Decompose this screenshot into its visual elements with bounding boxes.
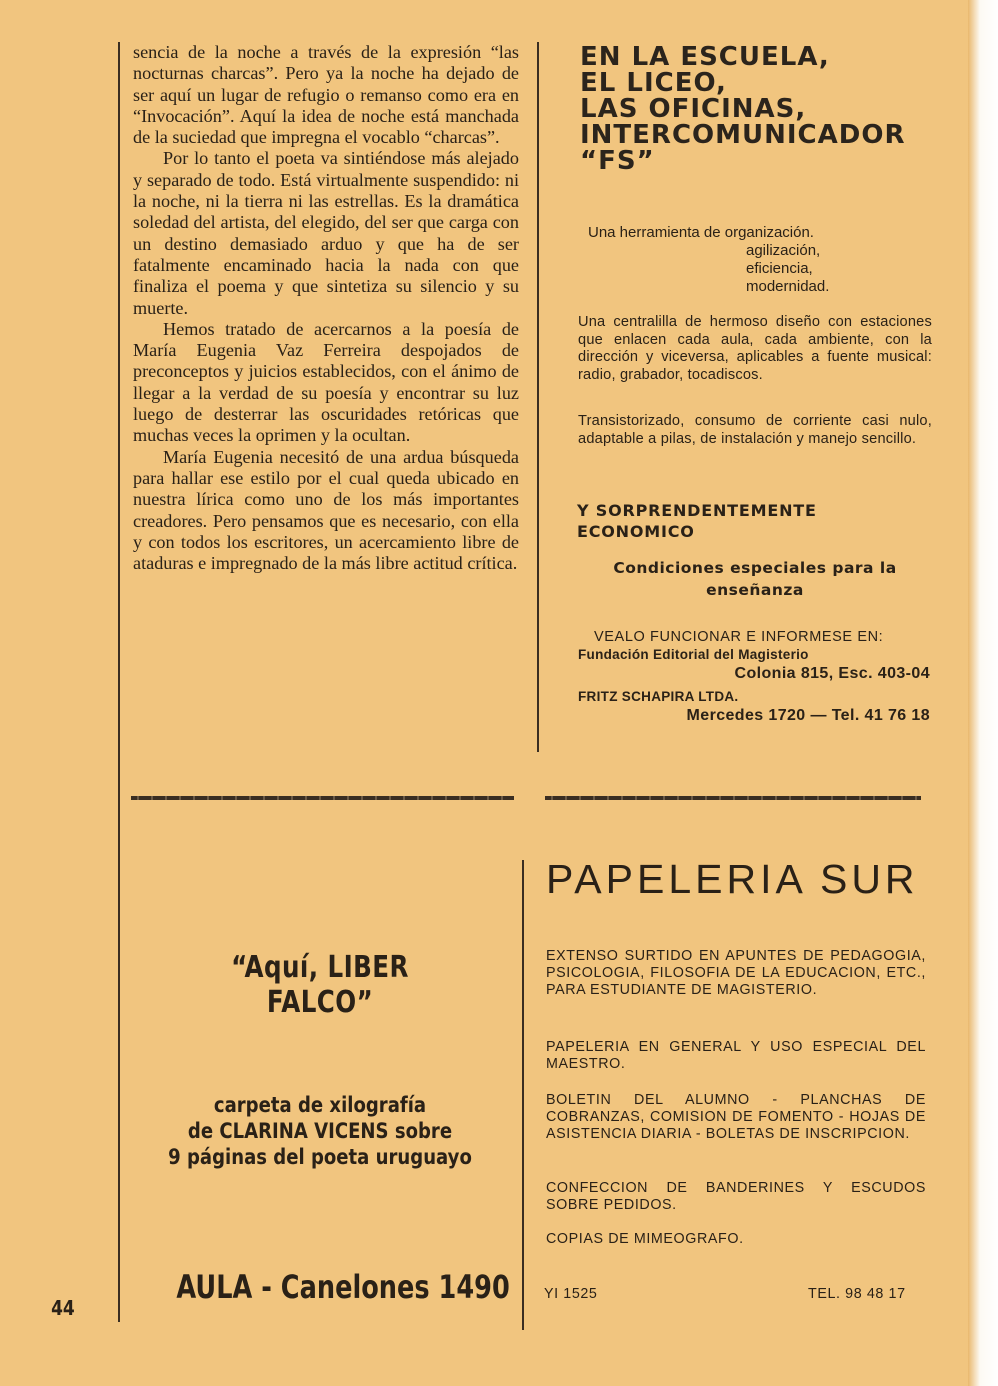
essay-paragraph: Por lo tanto el poeta va sintiéndose más alejado y separado de todo. Está virtualmente suspendido: ni la noche, ni la tierra ni las estrellas. Es la dramática soledad del artista, del elegido, del ser que carga con un destino demasiado arduo y que ha de ser fatalmente encaminado hacia la nada con que finaliza el poema y que sintetiza su silencio y su muerte. xyxy=(133,148,519,318)
center-column-rule-lower xyxy=(522,860,524,1330)
fs-ad-tagline xyxy=(588,224,829,296)
fs-headline-line: EL LICEO, xyxy=(580,68,727,98)
fs-headline-line: EN LA ESCUELA, xyxy=(580,42,830,72)
papeleria-ad-address: YI 1525 xyxy=(544,1286,598,1302)
fs-tagline-item: agilización, xyxy=(746,242,821,259)
fs-headline-line: INTERCOMUNICADOR xyxy=(580,120,906,150)
falco-ad-title: “Aquí, LIBER FALCO” xyxy=(231,950,409,1020)
right-section-divider xyxy=(545,796,921,800)
falco-ad-address: AULA - Canelones 1490 xyxy=(176,1268,510,1306)
fs-ad-contact xyxy=(578,627,930,727)
fs-contact-org: Fundación Editorial del Magisterio xyxy=(578,647,809,662)
left-section-divider xyxy=(131,796,514,800)
papeleria-ad-item: BOLETIN DEL ALUMNO - PLANCHAS DE COBRANZAS, COMISION DE FOMENTO - HOJAS DE ASISTENCIA DIARIA - BOLETAS DE INSCRIPCION. xyxy=(546,1092,926,1142)
left-column-rule xyxy=(118,42,120,1322)
fs-tagline-item: modernidad. xyxy=(746,278,830,295)
essay-paragraph: María Eugenia necesitó de una ardua búsqueda para hallar ese estilo por el cual queda ubicado en nuestra lírica como uno de los más importantes creadores. Pero pensamos que es necesario, con ella y con todos los escritores, un acercamiento libre de ataduras e impregnado de la más libre actitud crítica. xyxy=(133,446,519,574)
fs-contact-org: FRITZ SCHAPIRA LTDA. xyxy=(578,689,739,704)
falco-desc-line: 9 páginas del poeta uruguayo xyxy=(168,1145,472,1169)
papeleria-ad-item: CONFECCION DE BANDERINES Y ESCUDOS SOBRE PEDIDOS. xyxy=(546,1180,926,1213)
fs-contact-address: Colonia 815, Esc. 403-04 xyxy=(734,665,930,682)
fs-tagline-main: Una herramienta de organización. xyxy=(588,224,814,241)
fs-ad-conditions: Condiciones especiales para la enseñanza xyxy=(613,559,897,599)
fs-ad-price-claim xyxy=(577,500,817,542)
fs-contact-address: Mercedes 1720 — Tel. 41 76 18 xyxy=(686,707,930,724)
center-column-rule xyxy=(537,42,539,752)
fs-contact-intro: VEALO FUNCIONAR E INFORMESE EN: xyxy=(594,629,884,645)
papeleria-ad-item: PAPELERIA EN GENERAL Y USO ESPECIAL DEL MAESTRO. xyxy=(546,1039,926,1072)
papeleria-ad-item: EXTENSO SURTIDO EN APUNTES DE PEDAGOGIA, PSICOLOGIA, FILOSOFIA DE LA EDUCACION, ETC., PARA ESTUDIANTE DE MAGISTERIO. xyxy=(546,948,926,998)
falco-desc-line: de CLARINA VICENS sobre xyxy=(187,1119,453,1143)
falco-ad-description xyxy=(165,1092,475,1170)
page-number: 44 xyxy=(51,1296,75,1320)
fs-ad-description: Una centralilla de hermoso diseño con estaciones que enlacen cada aula, cada ambiente, con la dirección y viceversa, aplicables a fuente musical: radio, grabador, tocadiscos. xyxy=(578,314,932,383)
fs-price-line: ECONOMICO xyxy=(577,522,695,541)
fs-headline-line: “FS” xyxy=(580,146,655,176)
falco-desc-line: carpeta de xilografía xyxy=(213,1093,427,1117)
essay-paragraph: Hemos tratado de acercarnos a la poesía de María Eugenia Vaz Ferreira despojados de preconceptos y juicios establecidos, con el ánimo de llegar a la verdad de su poesía y encontrar su luz luego de desterrar las oscuridades retóricas que muchas veces la oprimen y la ocultan. xyxy=(133,318,519,446)
papeleria-ad-phone: TEL. 98 48 17 xyxy=(808,1286,906,1302)
papeleria-ad-title: PAPELERIA SUR xyxy=(546,856,919,902)
page-edge xyxy=(968,0,998,1386)
essay-paragraph: sencia de la noche a través de la expresión “las nocturnas charcas”. Pero ya la noche ha dejado de ser aquí un lugar de refugio o remanso como era en “Invocación”. Aquí la idea de noche está manchada de la suciedad que impregna el vocablo “charcas”. xyxy=(133,42,519,148)
fs-tagline-item: eficiencia, xyxy=(746,260,813,277)
fs-ad-headline xyxy=(580,44,950,174)
fs-price-line: Y SORPRENDENTEMENTE xyxy=(577,501,817,520)
essay-text xyxy=(133,42,519,574)
fs-headline-line: LAS OFICINAS, xyxy=(580,94,807,124)
fs-ad-features: Transistorizado, consumo de corriente casi nulo, adaptable a pilas, de instalación y manejo sencillo. xyxy=(578,413,932,447)
papeleria-ad-item: COPIAS DE MIMEOGRAFO. xyxy=(546,1231,744,1247)
